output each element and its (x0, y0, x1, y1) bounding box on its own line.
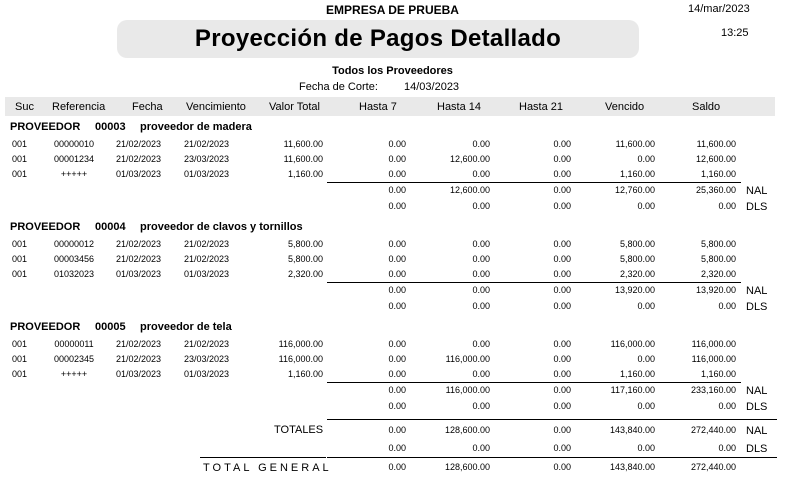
detail-vencido: 11,600.00 (615, 139, 655, 149)
detail-saldo: 12,600.00 (695, 154, 736, 164)
subtotal-hasta7: 0.00 (388, 401, 406, 411)
column-header-8: Vencido (605, 101, 645, 113)
detail-vencido: 0.00 (637, 154, 655, 164)
totals-vencido: 143,840.00 (609, 425, 655, 435)
subtotal-hasta7: 0.00 (388, 385, 406, 395)
detail-ref: 00002345 (53, 354, 95, 364)
cutoff-label: Fecha de Corte: (299, 81, 378, 93)
detail-total: 2,320.00 (287, 269, 323, 279)
detail-ref: 00000011 (54, 339, 94, 349)
subtotal-saldo: 0.00 (718, 201, 736, 211)
currency-label: NAL (746, 385, 768, 397)
company-name: EMPRESA DE PRUEBA (326, 3, 459, 17)
detail-fecha: 21/02/2023 (116, 154, 162, 164)
detail-hasta7: 0.00 (388, 239, 406, 249)
subtotal-hasta14: 0.00 (472, 401, 490, 411)
column-header-1: Referencia (52, 101, 106, 113)
subtotal-vencido: 0.00 (637, 401, 655, 411)
detail-hasta14: 0.00 (472, 269, 490, 279)
detail-hasta7: 0.00 (388, 354, 406, 364)
currency-label: NAL (746, 285, 768, 297)
detail-vencimiento: 23/03/2023 (184, 154, 230, 164)
detail-fecha: 21/02/2023 (116, 354, 162, 364)
detail-total: 11,600.00 (283, 139, 323, 149)
detail-saldo: 1,160.00 (700, 369, 736, 379)
provider-label: PROVEEDOR (10, 321, 81, 333)
detail-saldo: 5,800.00 (700, 254, 736, 264)
detail-hasta7: 0.00 (388, 254, 406, 264)
detail-hasta14: 0.00 (472, 339, 490, 349)
subtotal-hasta21: 0.00 (553, 201, 571, 211)
detail-suc: 001 (12, 339, 28, 349)
report-time: 13:25 (721, 27, 749, 39)
subtotal-rule (327, 382, 741, 383)
detail-hasta7: 0.00 (388, 369, 406, 379)
subtotal-hasta14: 116,000.00 (445, 385, 490, 395)
detail-hasta7: 0.00 (388, 269, 406, 279)
subtotal-vencido: 0.00 (637, 301, 655, 311)
subtotal-saldo: 13,920.00 (695, 285, 736, 295)
detail-hasta14: 0.00 (472, 169, 490, 179)
page-title: Proyección de Pagos Detallado (194, 25, 562, 52)
totals-label: TOTALES (274, 424, 324, 436)
subtotal-saldo: 25,360.00 (695, 185, 736, 195)
subtotal-hasta21: 0.00 (553, 401, 571, 411)
subtotal-rule (327, 282, 741, 283)
provider-name: proveedor de clavos y tornillos (140, 221, 303, 233)
provider-name: proveedor de madera (140, 121, 252, 133)
detail-hasta21: 0.00 (553, 154, 571, 164)
detail-vencimiento: 01/03/2023 (184, 169, 230, 179)
subtotal-hasta21: 0.00 (553, 185, 571, 195)
grand-total-hasta14: 128,600.00 (444, 462, 490, 472)
detail-vencimiento: 01/03/2023 (184, 369, 230, 379)
column-header-7: Hasta 21 (519, 101, 564, 113)
detail-saldo: 11,600.00 (696, 139, 736, 149)
column-header-6: Hasta 14 (437, 101, 482, 113)
subtotal-hasta14: 0.00 (472, 201, 490, 211)
detail-vencimiento: 21/02/2023 (184, 139, 230, 149)
detail-hasta14: 0.00 (472, 254, 490, 264)
subtotal-hasta7: 0.00 (388, 185, 406, 195)
detail-total: 5,800.00 (287, 239, 323, 249)
detail-vencimiento: 23/03/2023 (184, 354, 230, 364)
subtotal-saldo: 0.00 (718, 301, 736, 311)
detail-ref: 00000012 (53, 239, 95, 249)
detail-saldo: 116,000.00 (691, 339, 736, 349)
detail-hasta7: 0.00 (388, 154, 406, 164)
detail-hasta14: 0.00 (472, 369, 490, 379)
subtotal-rule (327, 182, 741, 183)
detail-hasta14: 12,600.00 (449, 154, 490, 164)
grand-total-hasta7: 0.00 (388, 462, 406, 472)
detail-hasta21: 0.00 (553, 139, 571, 149)
detail-vencido: 116,000.00 (610, 339, 655, 349)
detail-suc: 001 (12, 269, 28, 279)
column-header-0: Suc (15, 101, 34, 113)
totals-vencido: 0.00 (637, 443, 655, 453)
report-subtitle: Todos los Proveedores (332, 65, 453, 77)
subtotal-saldo: 0.00 (718, 401, 736, 411)
detail-suc: 001 (12, 154, 28, 164)
detail-vencimiento: 21/02/2023 (184, 239, 230, 249)
detail-vencido: 1,160.00 (619, 169, 655, 179)
detail-saldo: 5,800.00 (700, 239, 736, 249)
provider-code: 00005 (95, 321, 126, 333)
report-date: 14/mar/2023 (688, 3, 750, 15)
column-header-9: Saldo (692, 101, 721, 113)
grand-total-vencido: 143,840.00 (609, 462, 655, 472)
detail-fecha: 21/02/2023 (116, 139, 162, 149)
currency-label: DLS (746, 201, 768, 213)
detail-saldo: 116,000.00 (691, 354, 736, 364)
detail-saldo: 1,160.00 (700, 169, 736, 179)
provider-label: PROVEEDOR (10, 221, 81, 233)
totals-hasta14: 128,600.00 (444, 425, 490, 435)
totals-hasta14: 0.00 (472, 443, 490, 453)
detail-fecha: 01/03/2023 (116, 269, 162, 279)
detail-ref: 00000010 (53, 139, 95, 149)
grand-total-label-rule (200, 457, 326, 458)
detail-suc: 001 (12, 369, 28, 379)
grand-total-label: TOTAL GENERAL (203, 462, 332, 474)
subtotal-vencido: 0.00 (637, 201, 655, 211)
detail-hasta14: 116,000.00 (445, 354, 490, 364)
detail-total: 116,000.00 (278, 354, 323, 364)
detail-total: 11,600.00 (283, 154, 323, 164)
totals-saldo: 272,440.00 (690, 425, 736, 435)
detail-hasta21: 0.00 (553, 239, 571, 249)
totals-hasta21: 0.00 (553, 425, 571, 435)
subtotal-vencido: 13,920.00 (614, 285, 655, 295)
detail-ref: 00001234 (53, 154, 95, 164)
detail-hasta21: 0.00 (553, 269, 571, 279)
subtotal-vencido: 12,760.00 (614, 185, 655, 195)
subtotal-hasta21: 0.00 (553, 301, 571, 311)
totals-hasta21: 0.00 (553, 443, 571, 453)
detail-total: 116,000.00 (278, 339, 323, 349)
currency-label: NAL (746, 185, 768, 197)
detail-suc: 001 (12, 169, 28, 179)
totals-rule (327, 419, 777, 420)
detail-vencimiento: 21/02/2023 (184, 254, 230, 264)
subtotal-hasta21: 0.00 (553, 385, 571, 395)
detail-suc: 001 (12, 239, 28, 249)
detail-fecha: 01/03/2023 (116, 369, 162, 379)
column-header-3: Vencimiento (186, 101, 246, 113)
detail-suc: 001 (12, 354, 28, 364)
detail-vencido: 2,320.00 (619, 269, 655, 279)
detail-vencido: 5,800.00 (619, 254, 655, 264)
detail-fecha: 21/02/2023 (116, 254, 162, 264)
detail-hasta21: 0.00 (553, 354, 571, 364)
detail-hasta7: 0.00 (388, 139, 406, 149)
subtotal-hasta14: 0.00 (472, 301, 490, 311)
grand-total-rule-top (327, 457, 777, 458)
totals-hasta7: 0.00 (388, 425, 406, 435)
detail-suc: 001 (12, 254, 28, 264)
detail-ref: 01032023 (53, 269, 95, 279)
detail-suc: 001 (12, 139, 28, 149)
column-header-4: Valor Total (269, 101, 320, 113)
currency-label: NAL (746, 425, 768, 437)
subtotal-saldo: 233,160.00 (690, 385, 736, 395)
detail-fecha: 21/02/2023 (116, 239, 162, 249)
detail-hasta7: 0.00 (388, 339, 406, 349)
detail-vencimiento: 01/03/2023 (184, 269, 230, 279)
subtotal-vencido: 117,160.00 (610, 385, 655, 395)
detail-total: 5,800.00 (287, 254, 323, 264)
subtotal-hasta7: 0.00 (388, 301, 406, 311)
provider-code: 00004 (95, 221, 126, 233)
detail-vencido: 0.00 (637, 354, 655, 364)
cutoff-value: 14/03/2023 (404, 81, 460, 93)
provider-code: 00003 (95, 121, 126, 133)
detail-hasta14: 0.00 (472, 239, 490, 249)
detail-vencido: 5,800.00 (619, 239, 655, 249)
column-header-2: Fecha (132, 101, 163, 113)
detail-fecha: 21/02/2023 (116, 339, 162, 349)
detail-vencido: 1,160.00 (619, 369, 655, 379)
detail-saldo: 2,320.00 (700, 269, 736, 279)
detail-hasta7: 0.00 (388, 169, 406, 179)
detail-total: 1,160.00 (287, 169, 323, 179)
detail-hasta14: 0.00 (472, 139, 490, 149)
detail-hasta21: 0.00 (553, 369, 571, 379)
currency-label: DLS (746, 443, 768, 455)
subtotal-hasta14: 12,600.00 (449, 185, 490, 195)
grand-total-hasta21: 0.00 (553, 462, 571, 472)
subtotal-hasta7: 0.00 (388, 201, 406, 211)
detail-total: 1,160.00 (287, 369, 323, 379)
detail-vencimiento: 21/02/2023 (184, 339, 230, 349)
subtotal-hasta21: 0.00 (553, 285, 571, 295)
detail-fecha: 01/03/2023 (116, 169, 162, 179)
provider-label: PROVEEDOR (10, 121, 81, 133)
detail-ref: +++++ (60, 369, 88, 379)
grand-total-saldo: 272,440.00 (690, 462, 736, 472)
detail-ref: 00003456 (53, 254, 95, 264)
detail-hasta21: 0.00 (553, 339, 571, 349)
totals-hasta7: 0.00 (388, 443, 406, 453)
currency-label: DLS (746, 301, 768, 313)
totals-saldo: 0.00 (718, 443, 736, 453)
detail-hasta21: 0.00 (553, 254, 571, 264)
detail-hasta21: 0.00 (553, 169, 571, 179)
subtotal-hasta7: 0.00 (388, 285, 406, 295)
subtotal-hasta14: 0.00 (472, 285, 490, 295)
provider-name: proveedor de tela (140, 321, 232, 333)
detail-ref: +++++ (60, 169, 88, 179)
currency-label: DLS (746, 401, 768, 413)
column-header-5: Hasta 7 (359, 101, 397, 113)
